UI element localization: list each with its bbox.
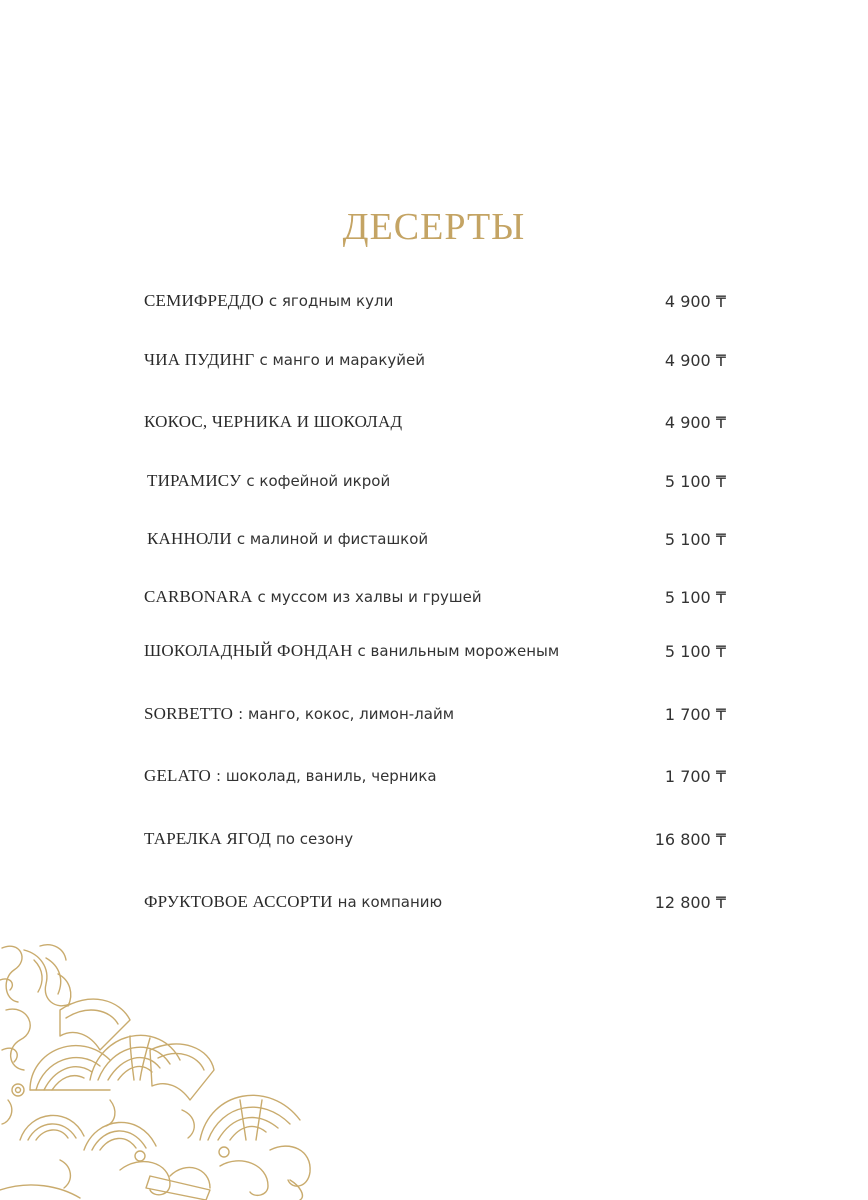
item-price: 4 900 ₸ xyxy=(664,412,726,432)
menu-item xyxy=(144,888,726,916)
item-price: 1 700 ₸ xyxy=(664,766,726,786)
item-label xyxy=(147,529,428,549)
item-name: КОКОС, ЧЕРНИКА И ШОКОЛАД xyxy=(144,412,403,431)
item-description: : манго, кокос, лимон-лайм xyxy=(238,705,455,723)
item-name: SORBETTO xyxy=(144,704,234,723)
item-label xyxy=(144,350,425,370)
page-title: ДЕСЕРТЫ xyxy=(342,206,526,248)
item-description: с ванильным мороженым xyxy=(357,642,560,660)
baroque-floral-ornament-icon xyxy=(0,940,320,1200)
item-label xyxy=(144,766,437,786)
item-price: 5 100 ₸ xyxy=(664,587,726,607)
menu-item xyxy=(144,762,726,790)
item-description: с малиной и фисташкой xyxy=(236,530,429,548)
item-label xyxy=(144,587,482,607)
item-name: ШОКОЛАДНЫЙ ФОНДАН xyxy=(144,641,353,660)
menu-item xyxy=(144,700,726,728)
item-price: 5 100 ₸ xyxy=(664,641,726,661)
item-description: на компанию xyxy=(337,893,443,911)
item-price: 1 700 ₸ xyxy=(664,704,726,724)
item-description: : шоколад, ваниль, черника xyxy=(216,767,437,785)
item-name: ТАРЕЛКА ЯГОД xyxy=(144,829,271,848)
item-description: с муссом из халвы и грушей xyxy=(257,588,482,606)
menu-item xyxy=(147,467,726,495)
item-price: 5 100 ₸ xyxy=(664,529,726,549)
item-name: CARBONARA xyxy=(144,587,253,606)
item-label xyxy=(144,641,559,661)
menu-item xyxy=(144,825,726,853)
menu-item xyxy=(144,346,726,374)
item-name: ФРУКТОВОЕ АССОРТИ xyxy=(144,892,333,911)
item-price: 4 900 ₸ xyxy=(664,350,726,370)
item-price: 4 900 ₸ xyxy=(664,291,726,311)
menu-item xyxy=(144,637,726,665)
item-name: КАННОЛИ xyxy=(147,529,232,548)
item-name: ТИРАМИСУ xyxy=(147,471,242,490)
item-label xyxy=(144,829,353,849)
item-description: по сезону xyxy=(276,830,354,848)
item-name: СЕМИФРЕДДО xyxy=(144,291,264,310)
item-price: 5 100 ₸ xyxy=(664,471,726,491)
item-label xyxy=(144,892,442,912)
menu-item xyxy=(144,287,726,315)
item-description: с кофейной икрой xyxy=(246,472,391,490)
item-label xyxy=(147,471,390,491)
item-description: с ягодным кули xyxy=(268,292,394,310)
item-description: с манго и маракуйей xyxy=(259,351,425,369)
menu-item xyxy=(144,583,726,611)
item-label xyxy=(144,704,454,724)
item-price: 12 800 ₸ xyxy=(654,892,726,912)
item-name: ЧИА ПУДИНГ xyxy=(144,350,255,369)
item-price: 16 800 ₸ xyxy=(654,829,726,849)
item-label xyxy=(144,412,407,432)
menu-item xyxy=(144,408,726,436)
item-label xyxy=(144,291,393,311)
item-name: GELATO xyxy=(144,766,211,785)
menu-item xyxy=(147,525,726,553)
